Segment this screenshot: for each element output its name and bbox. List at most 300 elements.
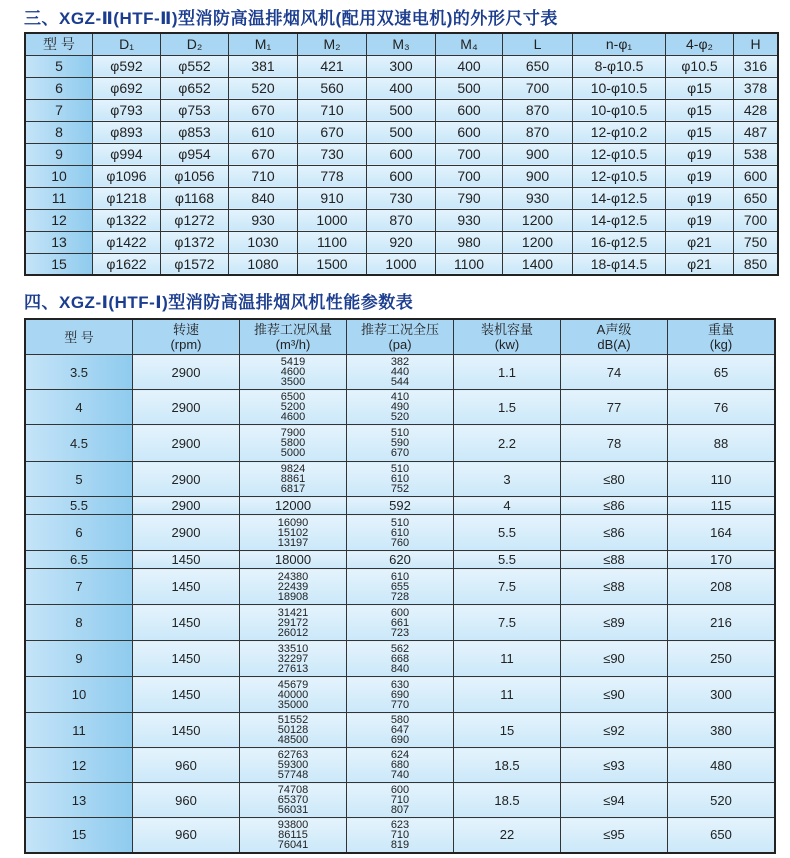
table-cell <box>240 390 347 425</box>
cell-value-line: 710 <box>390 794 410 806</box>
cell-value-line: 520 <box>390 411 410 423</box>
column-header: 型 号 <box>25 33 93 55</box>
table-cell: 15 <box>25 818 133 853</box>
table-cell: 487 <box>734 121 779 143</box>
dimensions-table <box>24 32 779 276</box>
cell-value-line: 490 <box>390 401 410 413</box>
table-cell: 12-φ10.5 <box>573 165 666 187</box>
table-row <box>25 641 775 677</box>
table-cell <box>347 569 454 605</box>
table-cell <box>240 713 347 748</box>
cell-value-line: 600 <box>390 784 410 796</box>
cell-value-line: 840 <box>390 662 410 675</box>
table-cell: 5 <box>25 462 133 497</box>
table-cell: 600 <box>734 165 779 187</box>
table-cell: 421 <box>298 55 367 77</box>
header-unit: (kg) <box>709 337 733 352</box>
table-cell <box>347 818 454 853</box>
table-row <box>25 569 775 605</box>
cell-value-line: 600 <box>390 606 410 619</box>
table-cell: φ692 <box>93 77 161 99</box>
table-cell: 5.5 <box>454 551 561 569</box>
cell-value-line: 544 <box>390 376 410 388</box>
table-cell: 76 <box>668 390 776 425</box>
table-cell: 920 <box>367 231 436 253</box>
table-cell: 7.5 <box>454 569 561 605</box>
table-row <box>25 390 775 425</box>
table-cell: 700 <box>503 77 573 99</box>
table-cell: 910 <box>298 187 367 209</box>
cell-value-line: 630 <box>390 678 410 691</box>
table-cell: φ19 <box>666 143 734 165</box>
cell-value-line: 56031 <box>277 804 309 816</box>
table-cell: 15 <box>25 253 93 275</box>
table-cell: 870 <box>503 99 573 121</box>
table-cell: 428 <box>734 99 779 121</box>
table-cell: 5.5 <box>454 515 561 551</box>
table-row <box>25 818 775 853</box>
cell-value-line: 4600 <box>280 366 306 378</box>
cell-value-line: 382 <box>390 356 410 368</box>
cell-value-line: 35000 <box>277 698 309 711</box>
column-header <box>561 319 668 355</box>
table-cell: 3 <box>454 462 561 497</box>
header-unit: (kw) <box>494 337 520 352</box>
cell-value-line: 3500 <box>280 376 306 388</box>
table-row <box>25 677 775 713</box>
table-cell: φ10.5 <box>666 55 734 77</box>
table-cell: φ15 <box>666 121 734 143</box>
table-cell: ≤86 <box>561 497 668 515</box>
cell-value-line: 5800 <box>280 437 306 449</box>
table-cell: 88 <box>668 425 776 462</box>
table-cell: ≤89 <box>561 605 668 641</box>
table-cell: 14-φ12.5 <box>573 187 666 209</box>
table-row <box>25 231 778 253</box>
cell-value-line: 50128 <box>277 724 309 736</box>
table-row <box>25 55 778 77</box>
table-cell: 870 <box>503 121 573 143</box>
table-cell: 670 <box>229 143 298 165</box>
cell-value-line: 752 <box>390 483 410 495</box>
cell-value-line: 15102 <box>277 526 309 539</box>
column-header: M₂ <box>298 33 367 55</box>
column-header <box>454 319 561 355</box>
table-cell: 10-φ10.5 <box>573 99 666 121</box>
table-cell <box>347 515 454 551</box>
table-cell: 2900 <box>133 355 240 390</box>
table-cell: 300 <box>668 677 776 713</box>
cell-value-line: 5200 <box>280 401 306 413</box>
column-header <box>668 319 776 355</box>
table-cell: 840 <box>229 187 298 209</box>
table-cell: φ753 <box>161 99 229 121</box>
table-cell: 8 <box>25 605 133 641</box>
table-cell: 930 <box>436 209 503 231</box>
performance-table <box>24 318 776 854</box>
table-cell: 2900 <box>133 462 240 497</box>
table-row <box>25 497 775 515</box>
header-line: 推荐工况风量 <box>253 322 332 337</box>
table-cell: 750 <box>734 231 779 253</box>
table-cell: 18-φ14.5 <box>573 253 666 275</box>
table-row <box>25 253 778 275</box>
table-cell: 400 <box>436 55 503 77</box>
cell-value-line: 18908 <box>277 590 309 603</box>
table-cell: φ1168 <box>161 187 229 209</box>
table-cell: 12-φ10.2 <box>573 121 666 143</box>
table-cell <box>240 818 347 853</box>
cell-value-line: 610 <box>390 570 410 583</box>
cell-value-line: 31421 <box>277 606 309 619</box>
table-cell: 18.5 <box>454 748 561 783</box>
cell-value-line: 51552 <box>277 714 309 726</box>
table-row <box>25 425 775 462</box>
cell-value-line: 22439 <box>277 580 309 593</box>
cell-value-line: 32297 <box>277 652 309 665</box>
table-cell: 6.5 <box>25 551 133 569</box>
table-cell: 610 <box>229 121 298 143</box>
table-cell: 670 <box>229 99 298 121</box>
table-cell: φ552 <box>161 55 229 77</box>
table-cell: 790 <box>436 187 503 209</box>
table-cell: 300 <box>367 55 436 77</box>
table-cell: φ1096 <box>93 165 161 187</box>
table-cell: 900 <box>503 165 573 187</box>
header-line: A声级 <box>596 322 632 337</box>
table-cell <box>347 462 454 497</box>
table-cell: 1000 <box>367 253 436 275</box>
table-cell <box>347 425 454 462</box>
table-cell: 2900 <box>133 515 240 551</box>
table-row <box>25 605 775 641</box>
table-cell: 10-φ10.5 <box>573 77 666 99</box>
table-cell: 650 <box>668 818 776 853</box>
table-cell: 16-φ12.5 <box>573 231 666 253</box>
header-unit: (m³/h) <box>275 337 311 352</box>
table-cell: 930 <box>229 209 298 231</box>
table-cell: φ793 <box>93 99 161 121</box>
cell-value-line: 610 <box>390 473 410 485</box>
table-cell: ≤86 <box>561 515 668 551</box>
table-cell: 5 <box>25 55 93 77</box>
cell-value-line: 4600 <box>280 411 306 423</box>
table-cell: 1100 <box>298 231 367 253</box>
cell-value-line: 27613 <box>277 662 309 675</box>
header-line: 重量 <box>707 322 734 337</box>
table-cell: 12000 <box>240 497 347 515</box>
table-cell: 74 <box>561 355 668 390</box>
table-cell: 1030 <box>229 231 298 253</box>
table-row <box>25 355 775 390</box>
table-cell: φ954 <box>161 143 229 165</box>
table-cell: 1450 <box>133 677 240 713</box>
table-cell: φ592 <box>93 55 161 77</box>
table-cell: 18.5 <box>454 783 561 818</box>
table-cell: 2.2 <box>454 425 561 462</box>
cell-value-line: 26012 <box>277 626 309 639</box>
table-row <box>25 713 775 748</box>
cell-value-line: 6817 <box>280 483 306 495</box>
column-header <box>240 319 347 355</box>
table-cell: 1200 <box>503 231 573 253</box>
table-cell: 650 <box>503 55 573 77</box>
table-cell: 15 <box>454 713 561 748</box>
table-cell: 2900 <box>133 425 240 462</box>
table-cell: 381 <box>229 55 298 77</box>
table-cell: 2900 <box>133 497 240 515</box>
table-cell: φ994 <box>93 143 161 165</box>
table-cell: 538 <box>734 143 779 165</box>
cell-value-line: 807 <box>390 804 410 816</box>
table-row <box>25 462 775 497</box>
table-cell: 77 <box>561 390 668 425</box>
table-cell: 600 <box>367 165 436 187</box>
table-cell: 930 <box>503 187 573 209</box>
table-cell: 6 <box>25 515 133 551</box>
table-cell <box>240 748 347 783</box>
cell-value-line: 680 <box>390 759 410 771</box>
cell-value-line: 13197 <box>277 536 309 549</box>
cell-value-line: 770 <box>390 698 410 711</box>
table-row <box>25 77 778 99</box>
cell-value-line: 65370 <box>277 794 309 806</box>
table-cell: 960 <box>133 783 240 818</box>
cell-value-line: 76041 <box>277 838 309 851</box>
cell-value-line: 760 <box>390 536 410 549</box>
table-cell: 4.5 <box>25 425 133 462</box>
table-cell: 600 <box>367 143 436 165</box>
table-cell: 850 <box>734 253 779 275</box>
table-cell: 650 <box>734 187 779 209</box>
cell-value-line: 86115 <box>278 828 308 841</box>
table-cell: 7.5 <box>454 605 561 641</box>
table-cell: 4 <box>25 390 133 425</box>
cell-value-line: 590 <box>390 437 410 449</box>
table-cell <box>347 605 454 641</box>
table-cell: 316 <box>734 55 779 77</box>
header-line: 装机容量 <box>480 322 533 337</box>
table-row <box>25 99 778 121</box>
column-header: L <box>503 33 573 55</box>
table-cell: φ15 <box>666 77 734 99</box>
table-cell: 592 <box>347 497 454 515</box>
table-cell: 710 <box>298 99 367 121</box>
column-header: D₁ <box>93 33 161 55</box>
header-line: 推荐工况全压 <box>360 322 439 337</box>
table-cell <box>347 355 454 390</box>
table-cell: 5.5 <box>25 497 133 515</box>
cell-value-line: 723 <box>390 626 410 639</box>
table-cell: 778 <box>298 165 367 187</box>
table2-title: 四、XGZ-Ⅰ(HTF-Ⅰ)型消防高温排烟风机性能参数表 <box>24 293 414 312</box>
table-row <box>25 187 778 209</box>
cell-value-line: 819 <box>390 838 410 851</box>
table-cell: 1450 <box>133 713 240 748</box>
cell-value-line: 661 <box>390 616 410 629</box>
table-row <box>25 165 778 187</box>
table-cell <box>240 462 347 497</box>
table-cell: φ893 <box>93 121 161 143</box>
cell-value-line: 623 <box>390 818 410 831</box>
table-cell: 115 <box>668 497 776 515</box>
table-cell: φ21 <box>666 231 734 253</box>
header-unit: (pa) <box>388 337 412 352</box>
table-cell: 1.1 <box>454 355 561 390</box>
table-row <box>25 121 778 143</box>
table-cell: φ1422 <box>93 231 161 253</box>
cell-value-line: 16090 <box>277 516 309 529</box>
table-cell: φ1622 <box>93 253 161 275</box>
table-cell: 1000 <box>298 209 367 231</box>
table-cell: 500 <box>436 77 503 99</box>
table-cell: 870 <box>367 209 436 231</box>
table-cell: 216 <box>668 605 776 641</box>
table1-title: 三、XGZ-Ⅱ(HTF-Ⅱ)型消防高温排烟风机(配用双速电机)的外形尺寸表 <box>24 9 558 28</box>
cell-value-line: 440 <box>390 366 410 378</box>
table-cell: 600 <box>436 99 503 121</box>
table-cell: 620 <box>347 551 454 569</box>
table-cell: 14-φ12.5 <box>573 209 666 231</box>
column-header: M₄ <box>436 33 503 55</box>
table-cell: 400 <box>367 77 436 99</box>
table-cell: 11 <box>25 713 133 748</box>
table-cell: 1450 <box>133 569 240 605</box>
table-cell: 730 <box>367 187 436 209</box>
table-cell: ≤93 <box>561 748 668 783</box>
cell-value-line: 62763 <box>277 749 309 761</box>
table-cell: 78 <box>561 425 668 462</box>
table-cell: 960 <box>133 818 240 853</box>
table-cell <box>347 748 454 783</box>
table-cell: 378 <box>734 77 779 99</box>
table-cell: φ19 <box>666 209 734 231</box>
table-cell: 12 <box>25 209 93 231</box>
cell-value-line: 670 <box>390 447 410 459</box>
table-cell: ≤88 <box>561 551 668 569</box>
table-cell: 13 <box>25 231 93 253</box>
table-cell: 8 <box>25 121 93 143</box>
table-cell: φ1572 <box>161 253 229 275</box>
table-cell <box>347 390 454 425</box>
column-header: M₁ <box>229 33 298 55</box>
table-cell: φ19 <box>666 187 734 209</box>
table-cell: 1450 <box>133 605 240 641</box>
cell-value-line: 580 <box>390 714 410 726</box>
table-cell <box>240 355 347 390</box>
table-cell: φ1322 <box>93 209 161 231</box>
table-cell: 13 <box>25 783 133 818</box>
table-cell: 12-φ10.5 <box>573 143 666 165</box>
cell-value-line: 740 <box>390 769 410 781</box>
column-header: H <box>734 33 779 55</box>
table-row <box>25 783 775 818</box>
table-cell: φ1372 <box>161 231 229 253</box>
cell-value-line: 33510 <box>277 642 309 655</box>
table-cell: 500 <box>367 99 436 121</box>
table-cell: 1400 <box>503 253 573 275</box>
table-cell: 11 <box>454 677 561 713</box>
table-cell <box>240 677 347 713</box>
table-cell: 700 <box>436 165 503 187</box>
cell-value-line: 510 <box>390 463 410 475</box>
table-row <box>25 143 778 165</box>
table-cell <box>347 677 454 713</box>
table-cell: φ853 <box>161 121 229 143</box>
cell-value-line: 45679 <box>277 678 309 691</box>
table-cell <box>347 713 454 748</box>
table-cell: 7 <box>25 569 133 605</box>
table-cell: 1.5 <box>454 390 561 425</box>
header-unit: dB(A) <box>597 337 631 352</box>
table-row <box>25 551 775 569</box>
cell-value-line: 7900 <box>280 427 306 439</box>
table-cell: 700 <box>436 143 503 165</box>
table-cell: 6 <box>25 77 93 99</box>
table-cell: φ21 <box>666 253 734 275</box>
table-cell: ≤80 <box>561 462 668 497</box>
table-cell: 11 <box>25 187 93 209</box>
table-cell: 10 <box>25 165 93 187</box>
cell-value-line: 40000 <box>277 688 309 701</box>
table-row <box>25 515 775 551</box>
table-cell: 2900 <box>133 390 240 425</box>
cell-value-line: 410 <box>390 391 410 403</box>
table-cell: 520 <box>229 77 298 99</box>
table-cell: 730 <box>298 143 367 165</box>
cell-value-line: 9824 <box>280 463 306 475</box>
table-cell: 18000 <box>240 551 347 569</box>
table-cell <box>240 605 347 641</box>
table-cell: ≤95 <box>561 818 668 853</box>
cell-value-line: 6500 <box>280 391 306 403</box>
table-cell: 500 <box>367 121 436 143</box>
table-row <box>25 209 778 231</box>
table-cell: 9 <box>25 641 133 677</box>
cell-value-line: 48500 <box>277 734 309 746</box>
header-line: 转速 <box>172 322 199 337</box>
table-cell: 380 <box>668 713 776 748</box>
table-cell: ≤90 <box>561 641 668 677</box>
table-cell: 7 <box>25 99 93 121</box>
table-cell: φ1218 <box>93 187 161 209</box>
cell-value-line: 647 <box>390 724 410 736</box>
header-line: 型 号 <box>64 329 94 345</box>
column-header: D₂ <box>161 33 229 55</box>
table-cell: 480 <box>668 748 776 783</box>
table-cell: 900 <box>503 143 573 165</box>
table-cell: φ19 <box>666 165 734 187</box>
table-cell: 670 <box>298 121 367 143</box>
table-cell: 700 <box>734 209 779 231</box>
cell-value-line: 93800 <box>277 818 309 831</box>
table-cell: 170 <box>668 551 776 569</box>
table-cell: 520 <box>668 783 776 818</box>
table-cell: 600 <box>436 121 503 143</box>
table-cell: ≤92 <box>561 713 668 748</box>
table-cell <box>240 515 347 551</box>
cell-value-line: 24380 <box>277 570 309 583</box>
table-cell <box>240 425 347 462</box>
cell-value-line: 59300 <box>277 759 309 771</box>
table-cell: 9 <box>25 143 93 165</box>
table-cell: 8-φ10.5 <box>573 55 666 77</box>
table-cell <box>240 569 347 605</box>
table-cell: 110 <box>668 462 776 497</box>
cell-value-line: 57748 <box>277 769 309 781</box>
table-cell: 710 <box>229 165 298 187</box>
table-cell <box>347 783 454 818</box>
